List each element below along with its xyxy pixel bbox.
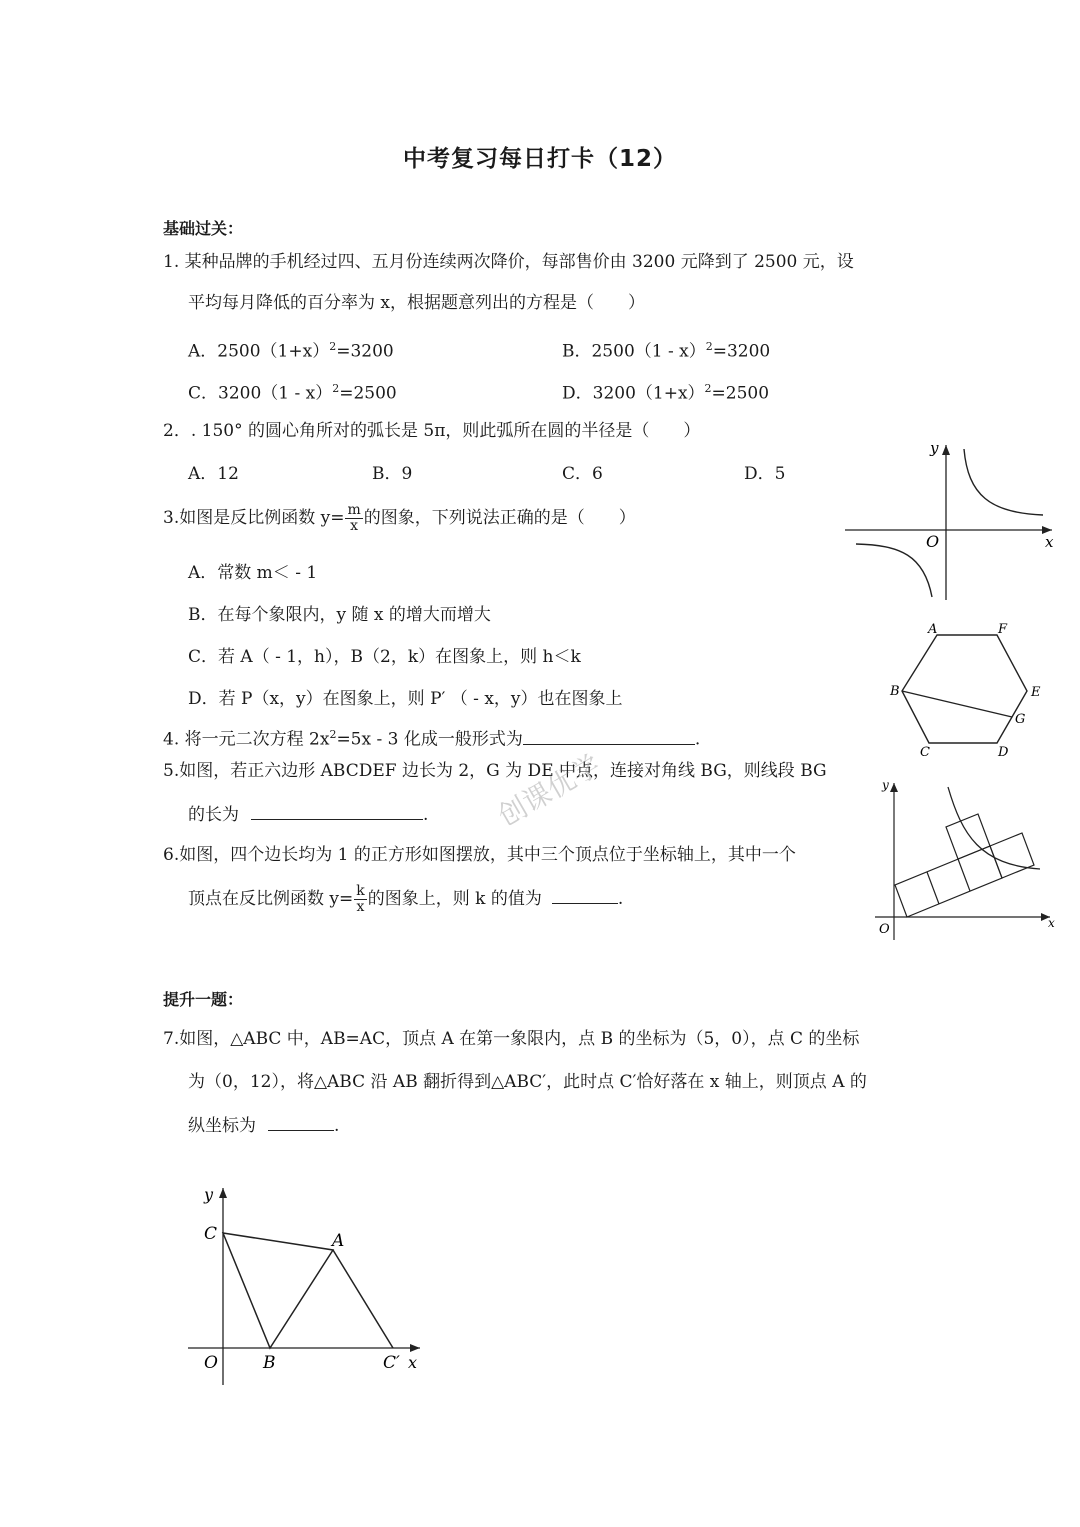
figure-hyperbola: [840, 435, 1065, 605]
tri-origin-label: O: [204, 1353, 218, 1373]
hyperbola-x-label: x: [1045, 533, 1054, 551]
q1-d-pre: D．3200（1+x）: [562, 383, 705, 404]
tri-x-label: x: [408, 1353, 418, 1372]
q5-answer-blank: [251, 801, 423, 820]
q3-option-d: D．若 P（x，y）在图象上，则 P′ （ - x，y）也在图象上: [188, 689, 623, 709]
q5-pre: 的长为: [188, 805, 239, 825]
section-advanced: 提升一题：: [163, 990, 244, 1009]
watermark: 创课优学: [492, 748, 607, 833]
q2-line: 2．. 150° 的圆心角所对的弧长是 5π，则此弧所在圆的半径是（ ）: [163, 421, 701, 441]
q6-answer-blank: [552, 885, 618, 904]
tri-label-a: A: [332, 1231, 345, 1251]
squares-origin-label: O: [879, 922, 890, 937]
q3-post: 的图象，下列说法正确的是（ ）: [363, 508, 636, 528]
q7-pre: 纵坐标为: [188, 1116, 256, 1136]
hex-label-e: E: [1031, 685, 1041, 700]
q3-den: x: [350, 518, 359, 534]
hex-label-d: D: [998, 745, 1009, 760]
q1-c-exp: 2: [332, 382, 340, 395]
q6-fraction: [354, 884, 366, 915]
q7-line1: 7.如图，△ABC 中，AB=AC，顶点 A 在第一象限内，点 B 的坐标为（5，0），点 C 的坐标: [163, 1029, 860, 1049]
q1-b-pre: B．2500（1 - x）: [562, 341, 706, 362]
hyperbola-origin-label: O: [926, 532, 940, 551]
q6-num: k: [356, 883, 365, 899]
q1-d-post: =2500: [711, 383, 770, 404]
figure-hexagon: [880, 615, 1050, 765]
q1-option-a: [188, 335, 394, 364]
q4-answer-blank: [523, 726, 695, 745]
q6-line2: [188, 884, 623, 915]
q3-num: m: [347, 502, 361, 518]
tri-y-label: y: [204, 1185, 214, 1204]
hex-label-a: A: [928, 622, 938, 637]
q1-b-post: =3200: [712, 341, 771, 362]
q3-option-a: A．常数 m＜ - 1: [188, 563, 318, 583]
q7-answer-blank: [268, 1112, 334, 1131]
q3-pre: 3.如图是反比例函数 y=: [163, 508, 345, 528]
squares-x-label: x: [1048, 916, 1055, 930]
figure-triangle: [180, 1180, 430, 1395]
q3-option-c: C．若 A（ - 1，h），B（2，k）在图象上，则 h＜k: [188, 647, 581, 667]
q3-fraction: [345, 503, 362, 534]
q2-option-c: C．6: [562, 464, 603, 484]
q1-c-post: =2500: [339, 383, 397, 404]
page-title: 中考复习每日打卡（12）: [402, 146, 677, 172]
q1-d-exp: 2: [704, 382, 712, 395]
q3-option-b: B．在每个象限内，y 随 x 的增大而增大: [188, 605, 491, 625]
tri-label-c: C: [204, 1224, 218, 1244]
tri-label-b: B: [263, 1353, 276, 1373]
q5-line1: 5.如图，若正六边形 ABCDEF 边长为 2，G 为 DE 中点，连接对角线 BG，则线段 BG: [163, 761, 827, 781]
q1-option-d: [562, 377, 769, 406]
q6-line1: 6.如图，四个边长均为 1 的正方形如图摆放，其中三个顶点位于坐标轴上，其中一个: [163, 845, 796, 865]
q6-pre: 顶点在反比例函数 y=: [188, 889, 354, 909]
q1-line2: 平均每月降低的百分率为 x，根据题意列出的方程是（ ）: [188, 293, 645, 313]
q4-line: [163, 723, 700, 752]
q7-line3: [188, 1112, 339, 1138]
q1-a-post: =3200: [336, 341, 394, 362]
q5-end: .: [423, 805, 429, 825]
q1-option-c: [188, 377, 397, 406]
q2-option-b: B．9: [372, 464, 413, 484]
tri-label-cprime: C′: [383, 1353, 400, 1373]
q6-den: x: [356, 899, 365, 915]
squares-y-label: y: [882, 778, 889, 792]
hex-label-g: G: [1015, 712, 1026, 727]
q4-pre: 4. 将一元二次方程 2x: [163, 729, 330, 750]
hex-label-b: B: [890, 684, 900, 699]
hex-label-c: C: [920, 745, 930, 760]
q1-option-b: [562, 335, 770, 364]
q4-end: .: [694, 729, 701, 750]
q6-end: .: [617, 889, 624, 909]
section-basic: 基础过关：: [163, 219, 244, 238]
q1-c-pre: C．3200（1 - x）: [188, 383, 333, 404]
q7-end: .: [334, 1116, 340, 1136]
q6-post: 的图象上，则 k 的值为: [367, 889, 542, 909]
q7-line2: 为（0，12），将△ABC 沿 AB 翻折得到△ABC′，此时点 C′恰好落在 x 轴上，则顶点 A 的: [188, 1072, 867, 1092]
q1-b-exp: 2: [705, 340, 713, 353]
q3-stem: [163, 503, 636, 534]
q1-line1: 1. 某种品牌的手机经过四、五月份连续两次降价，每部售价由 3200 元降到了 2500 元，设: [163, 252, 854, 272]
q2-option-a: A．12: [188, 464, 239, 484]
q4-post: =5x - 3 化成一般形式为: [336, 729, 523, 750]
figure-squares: [870, 775, 1065, 945]
hex-label-f: F: [998, 622, 1008, 637]
q2-option-d: D．5: [744, 464, 786, 484]
q1-a-exp: 2: [329, 340, 337, 353]
hyperbola-y-label: y: [930, 439, 939, 457]
q5-line2: [188, 801, 428, 827]
q1-a-pre: A．2500（1+x）: [188, 341, 330, 362]
q4-exp: 2: [329, 728, 337, 741]
